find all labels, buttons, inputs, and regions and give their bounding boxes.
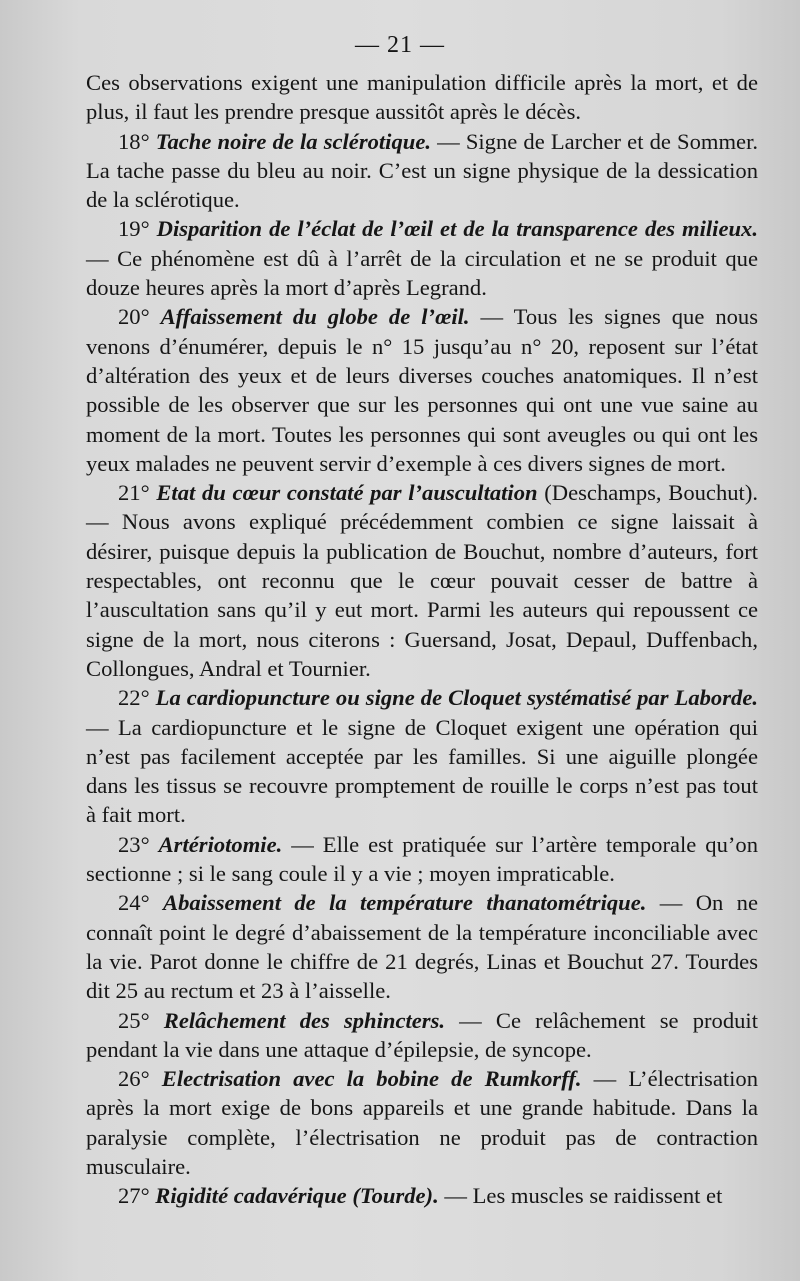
section-text: — Tous les signes que nous venons d’énumérer, depuis le n° 15 jusqu’au n° 20, reposent sur l’état d’altération des yeux et de leurs diverses couches anatomiques. Il n’est possible de les observer que sur les personnes qui ont une vue saine au moment de la mort. Toutes les personnes qui sont aveugles ou qui ont les yeux malades ne peuvent servir d’exemple à ces divers signes de mort.	[86, 304, 759, 476]
section-text: (Deschamps, Bouchut). — Nous avons expliqué précédemment combien ce signe laissait à désirer, puisque depuis la publication de Bouchut, nombre d’auteurs, fort respectables, ont reconnu que le cœur pouvait cesser de battre à l’auscultation sans qu’il y eut mort. Parmi les auteurs qui repoussent ce signe de la mort, nous citerons : Guersand, Josat, Depaul, Duffenbach, Collongues, Andral et Tournier.	[86, 480, 759, 681]
paragraph-intro: Ces observations exigent une manipulation difficile après la mort, et de plus, il faut les prendre presque aussitôt après le décès.	[86, 70, 758, 125]
body-text	[86, 68, 758, 1211]
section-number: 19°	[118, 216, 150, 242]
section-text: — Ce relâchement se produit pendant la vie dans une attaque d’épilepsie, de syncope.	[86, 1007, 758, 1062]
section-heading: Electrisation avec la bobine de Rumkorff.	[161, 1066, 582, 1092]
section-text: — Les muscles se raidissent et	[438, 1183, 723, 1209]
paragraph-18	[86, 127, 758, 215]
section-number: 26°	[118, 1066, 150, 1092]
paragraph-20	[86, 302, 758, 478]
section-text: — On ne connaît point le degré d’abaissement de la température inconciliable avec la vie. Parot donne le chiffre de 21 degrés, Linas et Bouchut 27. Tourdes dit 25 au rectum et 23 à l’aisselle.	[86, 890, 759, 1004]
section-text: — Elle est pratiquée sur l’artère temporale qu’on sectionne ; si le sang coule il y a vie ; moyen impraticable.	[86, 831, 758, 887]
section-heading: Abaissement de la température thanatométrique.	[163, 890, 647, 916]
paragraph-24	[86, 888, 758, 1005]
section-heading: Disparition de l’éclat de l’œil et de la transparence des milieux.	[156, 216, 758, 242]
section-number: 23°	[118, 831, 150, 857]
section-number: 21°	[118, 480, 150, 506]
section-heading: Tache noire de la sclérotique.	[155, 128, 432, 154]
section-text: — Ce phénomène est dû à l’arrêt de la circulation et ne se produit que douze heures après la mort d’après Legrand.	[86, 245, 758, 301]
paragraph-25	[86, 1006, 758, 1065]
section-number: 25°	[118, 1007, 150, 1033]
section-number: 22°	[118, 685, 150, 711]
section-heading: La cardiopuncture ou signe de Cloquet systématisé par Laborde.	[155, 685, 758, 711]
section-text: — Signe de Larcher et de Sommer. La tache passe du bleu au noir. C’est un signe physique de la dessication de la sclérotique.	[86, 128, 758, 213]
section-heading: Artériotomie.	[158, 831, 283, 857]
section-heading: Rigidité cadavérique (Tourde).	[155, 1183, 439, 1209]
paragraph-26	[86, 1064, 758, 1181]
section-number: 24°	[118, 890, 150, 916]
paragraph-23	[86, 830, 758, 889]
section-number: 18°	[118, 128, 150, 154]
section-text: — L’électrisation après la mort exige de bons appareils et une grande habitude. Dans la paralysie complète, l’électrisation ne produit pas de contraction musculaire.	[86, 1066, 758, 1179]
page-number: — 21 —	[355, 32, 445, 58]
section-text: — La cardiopuncture et le signe de Cloquet exigent une opération qui n’est pas facilement acceptée par les familles. Si une aiguille plongée dans les tissus se recouvre promptement de rouille le corps n’est pas tout à fait mort.	[86, 714, 758, 828]
section-number: 20°	[118, 304, 150, 330]
paragraph-22	[86, 683, 758, 829]
section-number: 27°	[118, 1183, 150, 1209]
section-heading: Etat du cœur constaté par l’auscultation	[156, 480, 538, 506]
paragraph-27	[86, 1181, 758, 1210]
section-heading: Relâchement des sphincters.	[163, 1007, 446, 1033]
paragraph-21	[86, 478, 758, 683]
paragraph-19	[86, 214, 758, 302]
section-heading: Affaissement du globe de l’œil.	[160, 304, 470, 330]
